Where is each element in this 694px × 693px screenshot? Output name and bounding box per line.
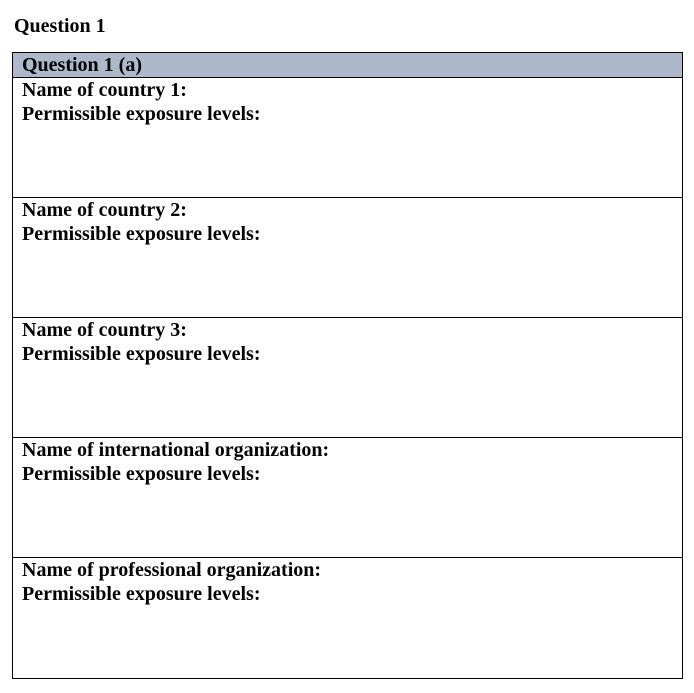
country-name-label: Name of country 1:: [22, 79, 187, 101]
exposure-levels-label: Permissible exposure levels:: [22, 583, 261, 605]
organization-name-label: Name of professional organization:: [22, 559, 322, 581]
answer-table: [12, 52, 683, 679]
entry-professional-organization[interactable]: [13, 558, 682, 678]
country-name-label: Name of country 2:: [22, 199, 187, 221]
organization-name-label: Name of international organization:: [22, 439, 330, 461]
exposure-levels-label: Permissible exposure levels:: [22, 343, 261, 365]
entry-country-3[interactable]: [13, 318, 682, 438]
entry-international-organization[interactable]: [13, 438, 682, 558]
country-name-label: Name of country 3:: [22, 319, 187, 341]
entry-country-1[interactable]: [13, 78, 682, 198]
exposure-levels-label: Permissible exposure levels:: [22, 103, 261, 125]
exposure-levels-label: Permissible exposure levels:: [22, 223, 261, 245]
exposure-levels-label: Permissible exposure levels:: [22, 463, 261, 485]
table-header: Question 1 (a): [13, 53, 682, 78]
question-heading: Question 1: [14, 15, 106, 37]
entry-country-2[interactable]: [13, 198, 682, 318]
